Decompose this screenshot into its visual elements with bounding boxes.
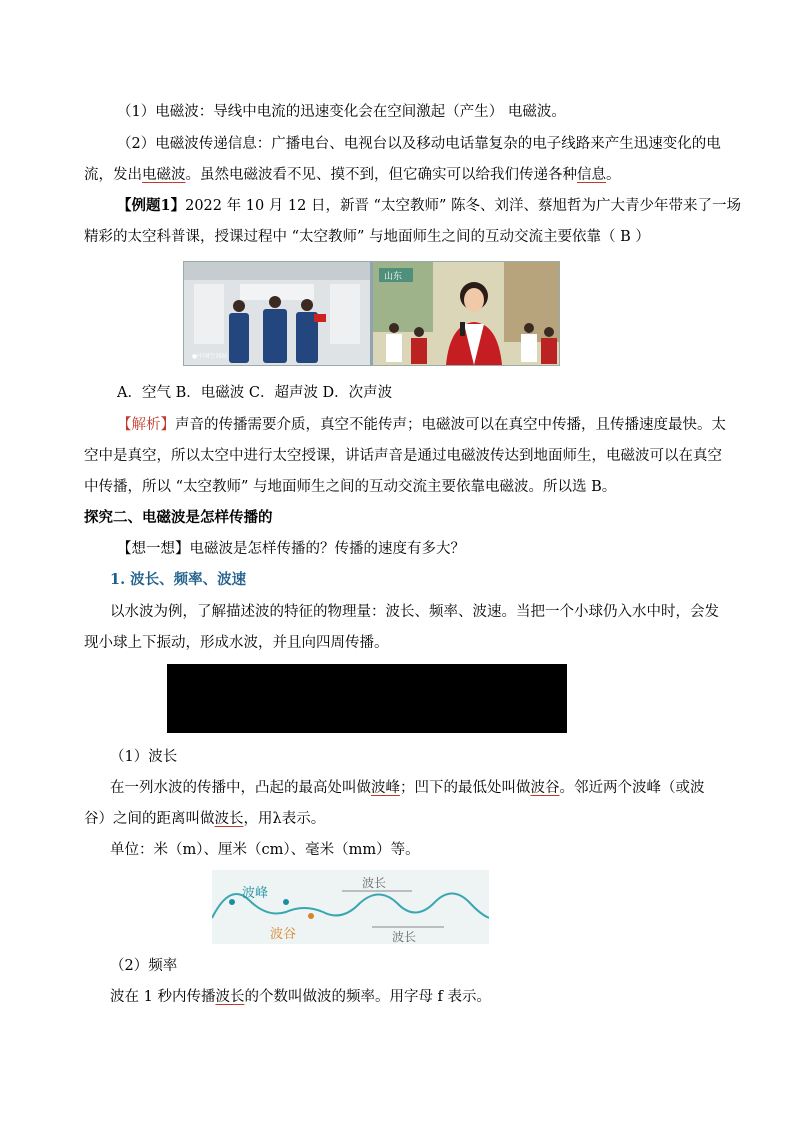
- photo-location-label: 山东: [384, 272, 403, 282]
- subsection-heading: 1. 波长、频率、波速: [110, 571, 247, 588]
- photo-caption-left: ●中国空间站: [192, 353, 228, 360]
- text: ；凹下的最低处叫做: [400, 780, 531, 796]
- keyword-em-wave: 电磁波: [142, 167, 186, 183]
- wavelength-def-1: [110, 778, 705, 798]
- example-label: 【例题1】: [117, 197, 186, 214]
- text: 声音的传播需要介质，真空不能传声；电磁波可以在真空中传播，且传播速度最快。太: [175, 417, 726, 433]
- video-placeholder: [167, 664, 567, 733]
- wavelength-label-top: 波长: [362, 876, 387, 890]
- para-info-transfer-1: （2）电磁波传递信息：广播电台、电视台以及移动电话靠复杂的电子线路来产生迅速变化的电: [117, 136, 721, 152]
- text: 波在 1 秒内传播: [110, 989, 216, 1005]
- wavelength-label-bottom: 波长: [392, 930, 417, 944]
- water-wave-line-2: 现小球上下振动，形成水波，并且向四周传播。: [84, 635, 389, 651]
- text: 在一列水波的传播中，凸起的最高处叫做: [110, 780, 371, 796]
- text: 流，发出: [84, 167, 142, 183]
- wave-crest-label: 波峰: [242, 886, 269, 901]
- analysis-line-1: [117, 415, 726, 435]
- keyword-crest: 波峰: [371, 780, 400, 796]
- analysis-line-3: 中传播，所以 “太空教师” 与地面师生之间的互动交流主要依靠电磁波。所以选 B。: [84, 479, 617, 495]
- text: 2022 年 10 月 12 日，新晋 “太空教师” 陈冬、刘洋、蔡旭哲为广大青少年带来了一场: [185, 198, 741, 214]
- think-prompt: 【想一想】电磁波是怎样传播的？传播的速度有多大？: [117, 541, 465, 557]
- answer-options: A．空气 B．电磁波 C．超声波 D．次声波: [117, 385, 393, 401]
- frequency-def: [110, 987, 491, 1007]
- wavelength-def-2: [84, 809, 325, 829]
- analysis-line-2: 空中是真空，所以太空中进行太空授课，讲话声音是通过电磁波传达到地面师生，电磁波可以在真空: [84, 448, 722, 464]
- keyword-wavelength: 波长: [215, 989, 245, 1005]
- wave-trough-label: 波谷: [270, 927, 297, 942]
- text: 的个数叫做波的频率。用字母 f 表示。: [244, 989, 492, 1005]
- keyword-trough: 波谷: [530, 780, 560, 796]
- space-class-photo: [183, 261, 560, 366]
- para-info-transfer-2: [84, 165, 621, 185]
- keyword-wavelength: 波长: [214, 811, 244, 827]
- water-wave-line-1: 以水波为例，了解描述波的特征的物理量：波长、频率、波速。当把一个小球仍入水中时，会发: [110, 604, 719, 620]
- para-electromagnetic-wave: （1）电磁波：导线中电流的迅速变化会在空间激起（产生） 电磁波。: [117, 104, 566, 120]
- text: 。邻近两个波峰（或波: [559, 780, 705, 796]
- text: 谷）之间的距离叫做: [84, 811, 215, 827]
- text: 。: [606, 167, 621, 183]
- example-1-line-1: [117, 196, 741, 216]
- example-1-line-2: 精彩的太空科普课，授课过程中 “太空教师” 与地面师生之间的互动交流主要依靠（ B ）: [84, 229, 650, 245]
- analysis-label: 【解析】: [117, 417, 175, 433]
- wavelength-title: （1）波长: [110, 749, 178, 765]
- text: ，用λ表示。: [243, 811, 326, 827]
- unit-line: 单位：米（m）、厘米（cm）、毫米（mm）等。: [110, 842, 420, 858]
- wave-diagram: [212, 870, 489, 944]
- keyword-info: 信息: [577, 167, 606, 183]
- frequency-title: （2）频率: [110, 958, 178, 974]
- text: 。虽然电磁波看不见、摸不到，但它确实可以给我们传递各种: [185, 167, 577, 183]
- section-heading: 探究二、电磁波是怎样传播的: [84, 509, 273, 526]
